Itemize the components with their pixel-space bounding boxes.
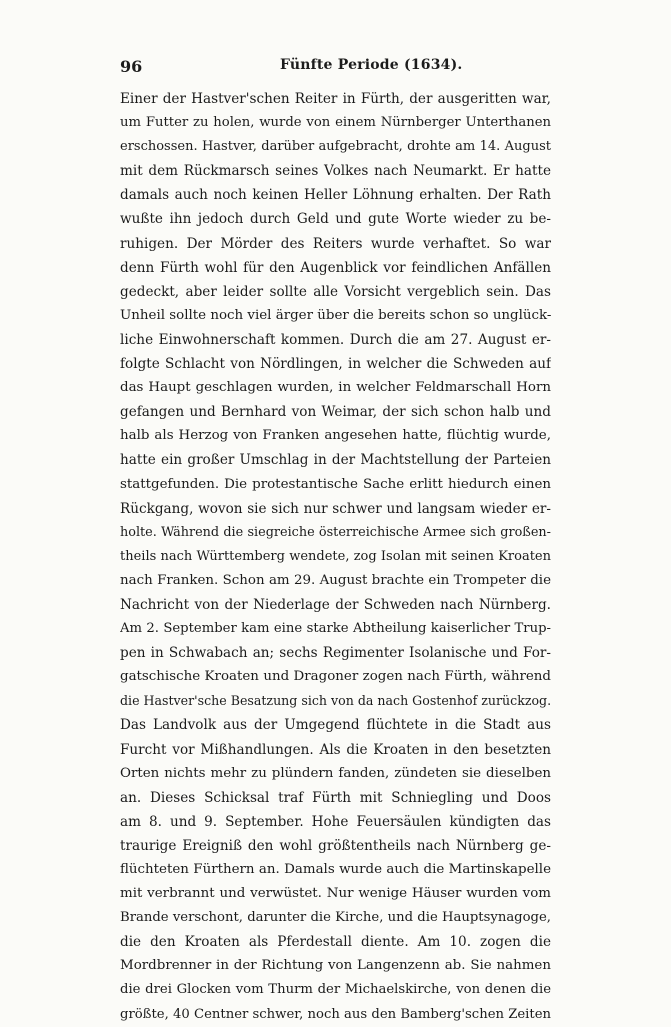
text-line: Mordbrenner in der Richtung von Langenzenn ab. Sie nahmen <box>120 958 551 974</box>
text-line: Unheil sollte noch viel ärger über die bereits schon so unglück- <box>120 307 551 323</box>
text-line: größte, 40 Centner schwer, noch aus den Bamberg'schen Zeiten <box>120 1006 551 1022</box>
text-line: hatte ein großer Umschlag in der Machtstellung der Parteien <box>120 452 551 469</box>
text-line: liche Einwohnerschaft kommen. Durch die am 27. August er- <box>120 331 551 348</box>
text-line: holte. Während die siegreiche österreichische Armee sich großen- <box>120 524 551 540</box>
running-head: Fünfte Periode (1634). <box>280 57 463 73</box>
body-text <box>120 87 551 1027</box>
text-line: Furcht vor Mißhandlungen. Als die Kroaten in den besetzten <box>120 741 551 758</box>
text-line: gatschische Kroaten und Dragoner zogen nach Fürth, während <box>120 669 551 685</box>
text-line: Nachricht von der Niederlage der Schweden nach Nürnberg. <box>120 596 551 613</box>
text-line: pen in Schwabach an; sechs Regimenter Isolanische und For- <box>120 645 551 662</box>
text-line: wußte ihn jedoch durch Geld und gute Worte wieder zu be- <box>120 211 551 228</box>
text-line: Das Landvolk aus der Umgegend flüchtete in die Stadt aus <box>120 717 551 734</box>
text-line: Rückgang, wovon sie sich nur schwer und langsam wieder er- <box>120 500 551 517</box>
text-line: um Futter zu holen, wurde von einem Nürnberger Unterthanen <box>120 115 551 131</box>
text-line: halb als Herzog von Franken angesehen hatte, flüchtig wurde, <box>120 428 551 444</box>
text-line: folgte Schlacht von Nördlingen, in welcher die Schweden auf <box>120 356 551 373</box>
text-line: theils nach Württemberg wendete, zog Isolan mit seinen Kroaten <box>120 548 551 564</box>
text-line: nach Franken. Schon am 29. August brachte ein Trompeter die <box>120 572 551 588</box>
text-line: gefangen und Bernhard von Weimar, der sich schon halb und <box>120 404 551 421</box>
text-line: an. Dieses Schicksal traf Fürth mit Schniegling und Doos <box>120 789 551 806</box>
text-line: Einer der Hastver'schen Reiter in Fürth, der ausgeritten war, <box>120 91 551 107</box>
text-line: erschossen. Hastver, darüber aufgebracht, drohte am 14. August <box>120 139 551 155</box>
text-line: stattgefunden. Die protestantische Sache erlitt hiedurch einen <box>120 476 551 492</box>
text-line: die drei Glocken vom Thurm der Michaelskirche, von denen die <box>120 982 551 998</box>
text-line: mit dem Rückmarsch seines Volkes nach Neumarkt. Er hatte <box>120 163 551 180</box>
text-line: traurige Ereigniß den wohl größtentheils nach Nürnberg ge- <box>120 837 551 854</box>
text-line: denn Fürth wohl für den Augenblick vor feindlichen Anfällen <box>120 259 551 276</box>
page-number: 96 <box>120 57 143 76</box>
text-line: ruhigen. Der Mörder des Reiters wurde verhaftet. So war <box>120 235 551 252</box>
page-header <box>120 57 551 79</box>
text-line: Brande verschont, darunter die Kirche, und die Hauptsynagoge, <box>120 910 551 926</box>
text-line: die den Kroaten als Pferdestall diente. Am 10. zogen die <box>120 934 551 951</box>
text-line: die Hastver'sche Besatzung sich von da nach Gostenhof zurückzog. <box>120 693 551 709</box>
text-line: Am 2. September kam eine starke Abtheilung kaiserlicher Trup- <box>120 621 551 637</box>
text-line: Orten nichts mehr zu plündern fanden, zündeten sie dieselben <box>120 765 551 781</box>
text-line: gedeckt, aber leider sollte alle Vorsicht vergeblich sein. Das <box>120 283 551 300</box>
text-line: mit verbrannt und verwüstet. Nur wenige Häuser wurden vom <box>120 886 551 902</box>
text-line: am 8. und 9. September. Hohe Feuersäulen kündigten das <box>120 813 551 830</box>
text-line: damals auch noch keinen Heller Löhnung erhalten. Der Rath <box>120 187 551 204</box>
text-line: das Haupt geschlagen wurden, in welcher Feldmarschall Horn <box>120 380 551 396</box>
text-line: flüchteten Fürthern an. Damals wurde auch die Martinskapelle <box>120 862 551 877</box>
